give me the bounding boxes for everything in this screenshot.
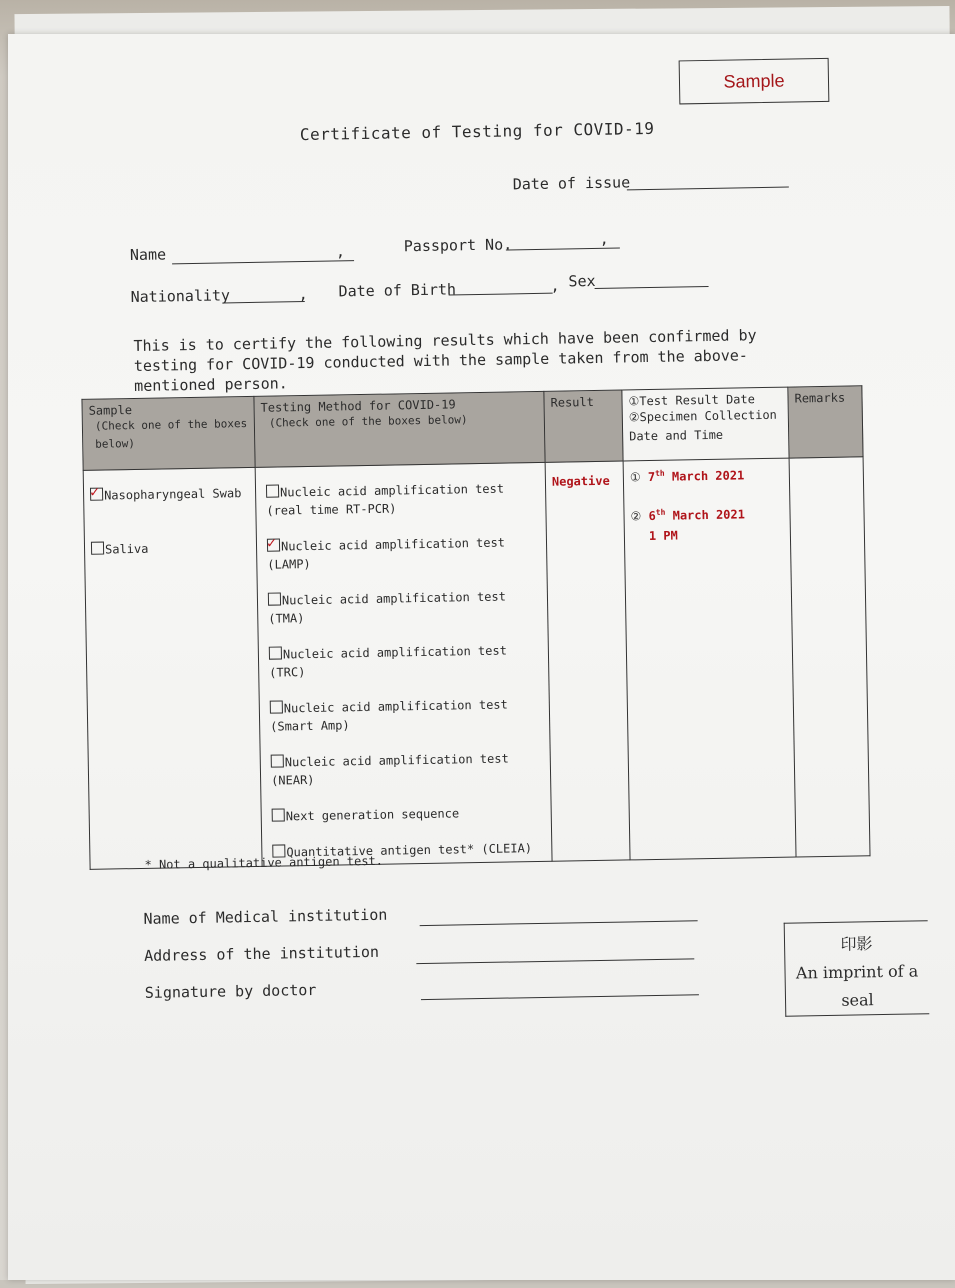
sample-option-label: Nasopharyngeal Swab (103, 486, 242, 503)
header-sample-title: Sample (88, 403, 133, 418)
checkbox-icon[interactable] (269, 646, 282, 659)
method-option-label: Next generation sequence (285, 806, 460, 824)
sample-options-cell (83, 467, 262, 869)
header-method (254, 391, 545, 467)
checkbox-checked-icon[interactable] (90, 488, 103, 501)
sex-label: Sex (568, 271, 596, 291)
passport-comma: , (599, 229, 609, 248)
footnote: * Not a qualitative antigen test. (144, 853, 384, 872)
test-result-date (630, 467, 783, 485)
checkbox-checked-icon[interactable] (267, 538, 280, 551)
seal-kanji: 印影 (840, 934, 873, 954)
seal-line-2: seal (841, 990, 874, 1010)
passport-field[interactable] (506, 248, 620, 251)
checkbox-icon[interactable] (268, 592, 281, 605)
dob-comma: , (550, 276, 560, 295)
method-option-label: Quantitative antigen test* (CLEIA) (286, 841, 533, 860)
method-options-cell (255, 462, 552, 866)
collection-date (630, 506, 783, 524)
method-option-ngs[interactable] (272, 803, 545, 826)
institution-address-label: Address of the institution (144, 942, 380, 965)
method-option-smartamp[interactable] (270, 695, 544, 736)
method-option-label: Nucleic acid amplification test (LAMP) (267, 535, 506, 572)
collection-day: 6 (648, 508, 656, 524)
institution-name-field[interactable] (420, 920, 698, 926)
collection-time: 1 PM (648, 528, 678, 544)
seal-box[interactable] (784, 920, 930, 1016)
name-field[interactable] (172, 260, 354, 264)
method-option-tma[interactable] (268, 587, 542, 628)
results-table (81, 385, 870, 870)
marker-2: ② (630, 509, 642, 524)
result-month-year: March 2021 (671, 468, 745, 484)
remarks-cell[interactable] (789, 457, 870, 857)
header-method-title: Testing Method for COVID-19 (260, 397, 456, 415)
checkbox-icon[interactable] (271, 754, 284, 767)
collection-month-year: March 2021 (672, 507, 746, 523)
signature-label: Signature by doctor (144, 980, 317, 1002)
sample-option-label: Saliva (104, 541, 149, 557)
dob-field[interactable] (449, 293, 553, 296)
header-dates (622, 387, 789, 461)
result-day: 7 (647, 469, 656, 485)
institution-address-field[interactable] (416, 958, 694, 964)
result-day-suffix: th (654, 468, 665, 478)
header-result-title: Result (550, 394, 595, 410)
method-option-lamp[interactable] (267, 533, 541, 574)
marker-1: ① (629, 470, 641, 485)
certification-statement: This is to certify the following results which have been confirmed by testing for COVID-19 conducted with the sample taken from the above-mentioned person. (133, 326, 757, 396)
header-dates-line2: ②Specimen Collection Date and Time (628, 407, 777, 444)
signature-field[interactable] (421, 994, 699, 1000)
sample-option-swab[interactable] (90, 484, 249, 505)
method-option-label: Nucleic acid amplification test (NEAR) (270, 751, 509, 788)
header-remarks (788, 386, 863, 458)
table-header-row (82, 386, 863, 471)
method-option-trc[interactable] (269, 641, 543, 682)
result-cell (545, 461, 630, 861)
date-of-issue-field[interactable] (627, 187, 789, 191)
method-option-label: Nucleic acid amplification test (real time RT-PCR) (266, 481, 505, 518)
header-sample-note: (Check one of the boxes below) (94, 417, 248, 451)
page-title: Certificate of Testing for COVID-19 (299, 118, 655, 145)
method-option-label: Nucleic acid amplification test (TRC) (269, 643, 507, 680)
checkbox-icon[interactable] (266, 484, 279, 497)
institution-name-label: Name of Medical institution (143, 905, 388, 928)
method-option-label: Nucleic acid amplification test (TMA) (268, 589, 507, 626)
header-result (544, 390, 623, 462)
name-comma: , (335, 242, 346, 261)
nationality-field[interactable] (223, 301, 305, 303)
checkbox-icon[interactable] (270, 700, 283, 713)
date-of-issue-label: Date of issue (512, 173, 631, 194)
collection-day-suffix: th (655, 507, 666, 517)
name-label: Name (129, 245, 167, 265)
passport-label: Passport No. (403, 235, 513, 256)
method-option-rtpcr[interactable] (266, 479, 540, 520)
header-dates-line1: ①Test Result Date (628, 392, 756, 409)
header-sample (82, 396, 255, 470)
seal-line-1: An imprint of a (795, 961, 919, 983)
sample-stamp: Sample (679, 58, 830, 105)
sample-option-saliva[interactable] (91, 538, 250, 559)
dates-cell (623, 458, 796, 860)
checkbox-icon[interactable] (91, 542, 104, 555)
table-body-row (83, 457, 870, 870)
method-option-near[interactable] (271, 749, 545, 790)
header-remarks-title: Remarks (794, 390, 846, 406)
result-value: Negative (551, 473, 610, 489)
dob-label: Date of Birth (338, 280, 457, 301)
header-method-note: (Check one of the boxes below) (268, 413, 468, 430)
method-option-label: Nucleic acid amplification test (Smart Amp) (270, 697, 508, 734)
checkbox-icon[interactable] (272, 808, 285, 821)
sex-field[interactable] (595, 286, 709, 289)
nationality-label: Nationality (130, 286, 231, 307)
nationality-comma: , (298, 284, 308, 304)
